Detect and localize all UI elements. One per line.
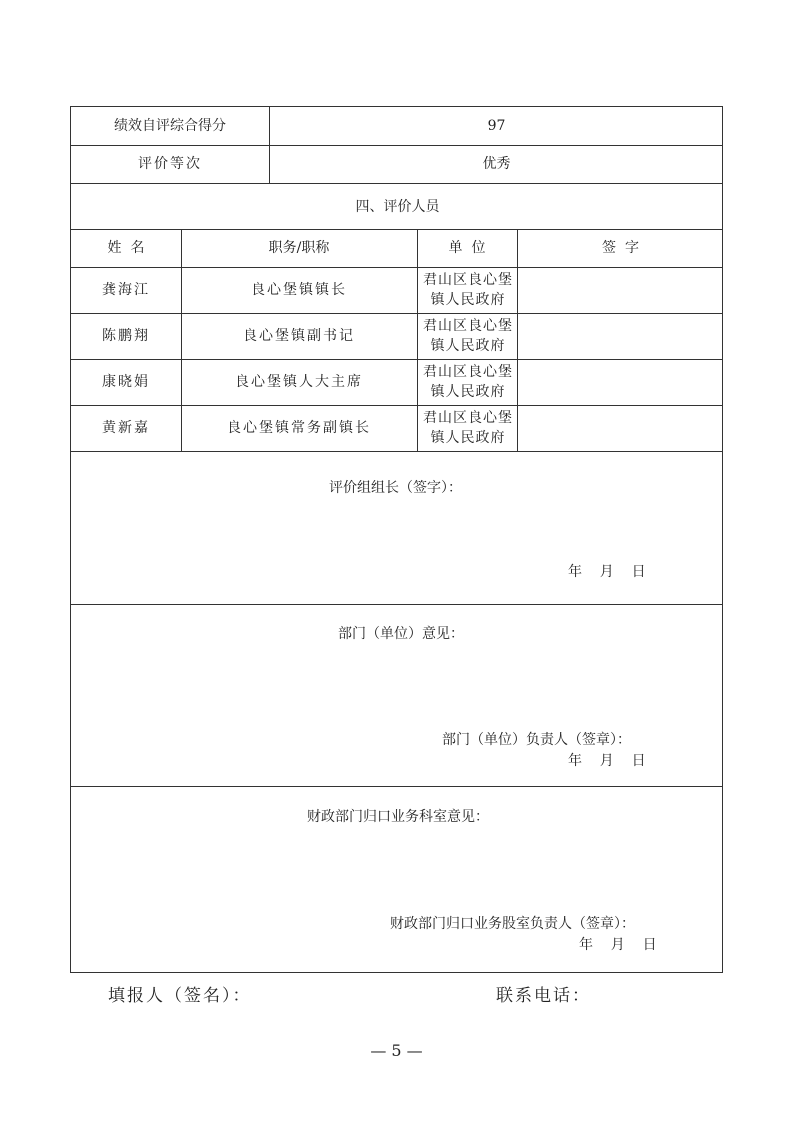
member-title: 良心堡镇人大主席 [235,374,363,390]
score-label: 绩效自评综合得分 [114,118,226,134]
contact-phone-label: 联系电话： [496,986,591,1006]
column-header-unit: 单 位 [448,240,486,256]
row-divider [71,405,722,406]
col-divider [517,229,518,451]
grade-label: 评价等次 [138,156,202,172]
section-title: 四、评价人员 [355,199,440,215]
col-divider [417,229,418,451]
member-name: 陈鹏翔 [102,328,150,344]
column-header-title: 职务/职称 [268,240,330,256]
member-title: 良心堡镇常务副镇长 [227,420,371,436]
member-unit-line: 君山区良心堡 [423,318,513,334]
member-name: 龚海江 [102,282,150,298]
row-divider [71,145,722,146]
column-header-name: 姓 名 [107,240,145,256]
member-name: 黄新嘉 [102,420,150,436]
page-number: — 5 — [370,1041,423,1060]
member-unit-line: 君山区良心堡 [423,410,513,426]
evaluation-table [70,106,723,973]
leader-date: 年 月 日 [568,564,646,580]
row-divider [71,451,722,452]
row-divider [71,359,722,360]
member-title: 良心堡镇镇长 [251,282,347,298]
member-name: 康晓娟 [102,374,150,390]
row-divider [71,183,722,184]
column-header-sign: 签 字 [602,240,639,256]
dept-date: 年 月 日 [568,753,646,769]
member-unit-line: 镇人民政府 [430,292,506,308]
dept-opinion-label: 部门（单位）意见： [338,626,464,642]
row-divider [71,267,722,268]
row-divider [71,229,722,230]
dept-signer-label: 部门（单位）负责人（签章）： [442,732,631,748]
member-unit-line: 君山区良心堡 [423,364,513,380]
member-unit-line: 镇人民政府 [430,430,506,446]
score-value: 97 [487,118,506,134]
leader-signature-label: 评价组组长（签字）： [329,480,462,496]
grade-value: 优秀 [482,156,511,172]
row-divider [71,313,722,314]
row-divider [71,604,722,605]
filler-signature-label: 填报人（签名）： [108,986,252,1006]
row-divider [71,786,722,787]
member-title: 良心堡镇副书记 [243,328,355,344]
finance-date: 年 月 日 [579,937,657,953]
member-unit-line: 镇人民政府 [430,338,506,354]
member-unit-line: 君山区良心堡 [423,272,513,288]
finance-opinion-label: 财政部门归口业务科室意见： [307,809,489,825]
member-unit-line: 镇人民政府 [430,384,506,400]
finance-signer-label: 财政部门归口业务股室负责人（签章）： [390,916,635,932]
